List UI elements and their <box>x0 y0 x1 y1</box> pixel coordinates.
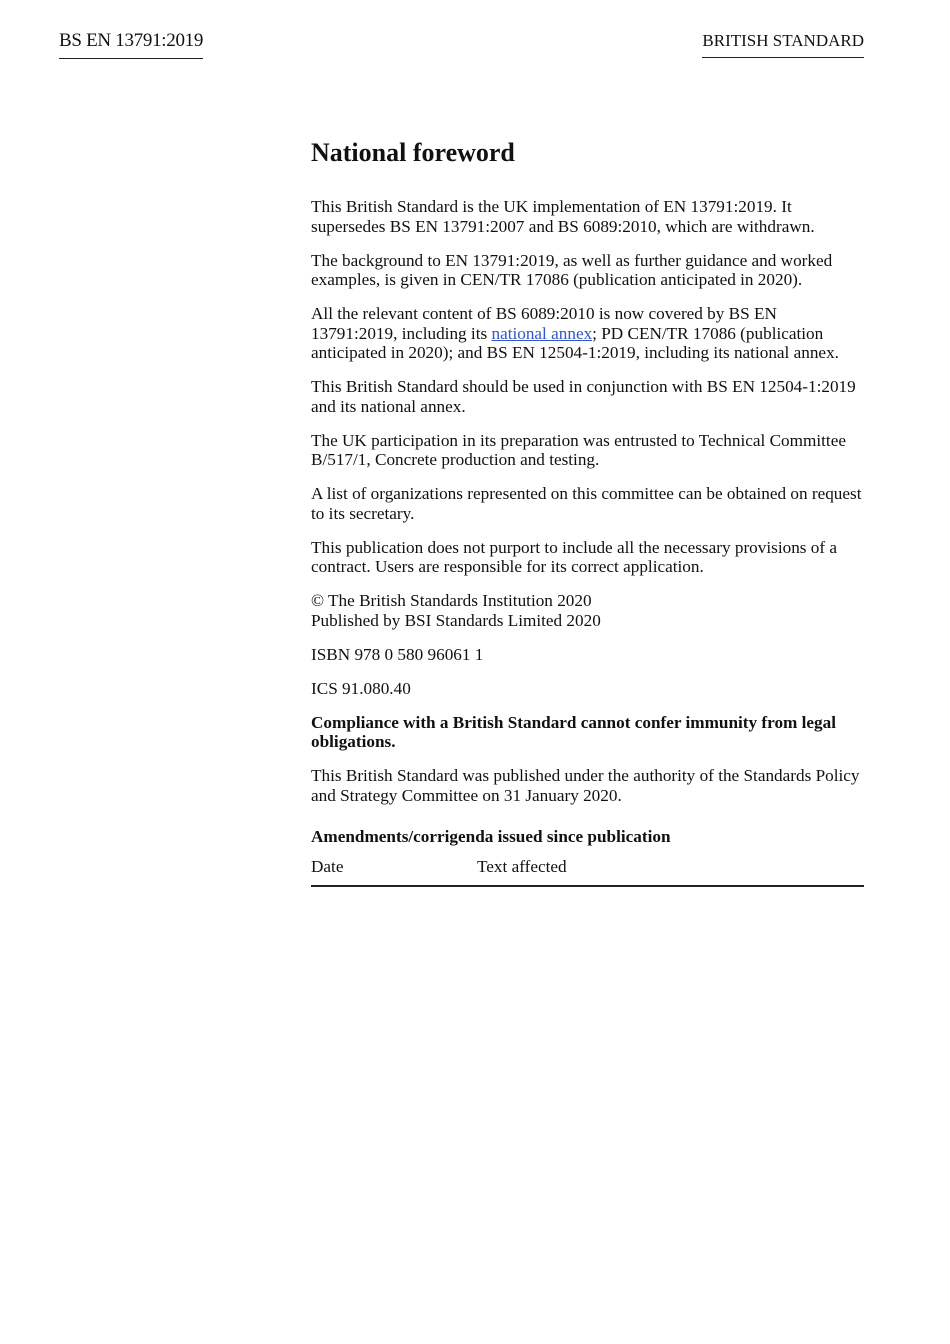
column-header-text-affected: Text affected <box>477 856 567 876</box>
national-annex-link[interactable]: national annex <box>491 323 593 343</box>
published-line: Published by BSI Standards Limited 2020 <box>311 610 601 630</box>
paragraph-authority: This British Standard was published under the authority of the Standards Policy and Strategy Committee on 31 January 2020. <box>311 766 860 805</box>
series-header: BRITISH STANDARD <box>702 31 864 58</box>
copyright-line: © The British Standards Institution 2020 <box>311 591 592 610</box>
ics: ICS 91.080.40 <box>311 678 411 698</box>
paragraph-background: The background to EN 13791:2019, as well as further guidance and worked examples, is given in CEN/TR 17086 (publication anticipated in 2020). <box>311 250 833 289</box>
paragraph-committee: The UK participation in its preparation was entrusted to Technical Committee B/517/1, Concrete production and testing. <box>311 430 846 469</box>
paragraph-implementation: This British Standard is the UK implementation of EN 13791:2019. It supersedes BS EN 13791:2007 and BS 6089:2010, which are withdrawn. <box>311 197 815 236</box>
text: ; PD CEN/TR 17086 (publication anticipated in 2020); and BS EN 12504-1:2019, including its national annex. <box>311 323 839 362</box>
national-foreword-section <box>311 136 864 887</box>
amendments-title: Amendments/corrigenda issued since publication <box>311 827 671 846</box>
paragraph-provisions: This publication does not purport to include all the necessary provisions of a contract. Users are responsible for its correct application. <box>311 537 838 576</box>
paragraph-organizations: A list of organizations represented on this committee can be obtained on request to its secretary. <box>311 484 862 523</box>
amendments-table-header <box>311 857 864 888</box>
paragraph-copyright <box>311 591 864 630</box>
paragraph-conjunction: This British Standard should be used in conjunction with BS EN 12504-1:2019 and its national annex. <box>311 377 856 416</box>
paragraph-content-coverage <box>311 304 864 363</box>
compliance-notice: Compliance with a British Standard cannot confer immunity from legal obligations. <box>311 712 837 751</box>
isbn: ISBN 978 0 580 96061 1 <box>311 644 484 664</box>
document-id-header: BS EN 13791:2019 <box>59 30 203 59</box>
text: All the relevant content of BS 6089:2010 is now covered by BS EN 13791:2019, including its <box>311 304 777 343</box>
column-header-date: Date <box>311 856 344 876</box>
page-title: National foreword <box>311 138 515 167</box>
